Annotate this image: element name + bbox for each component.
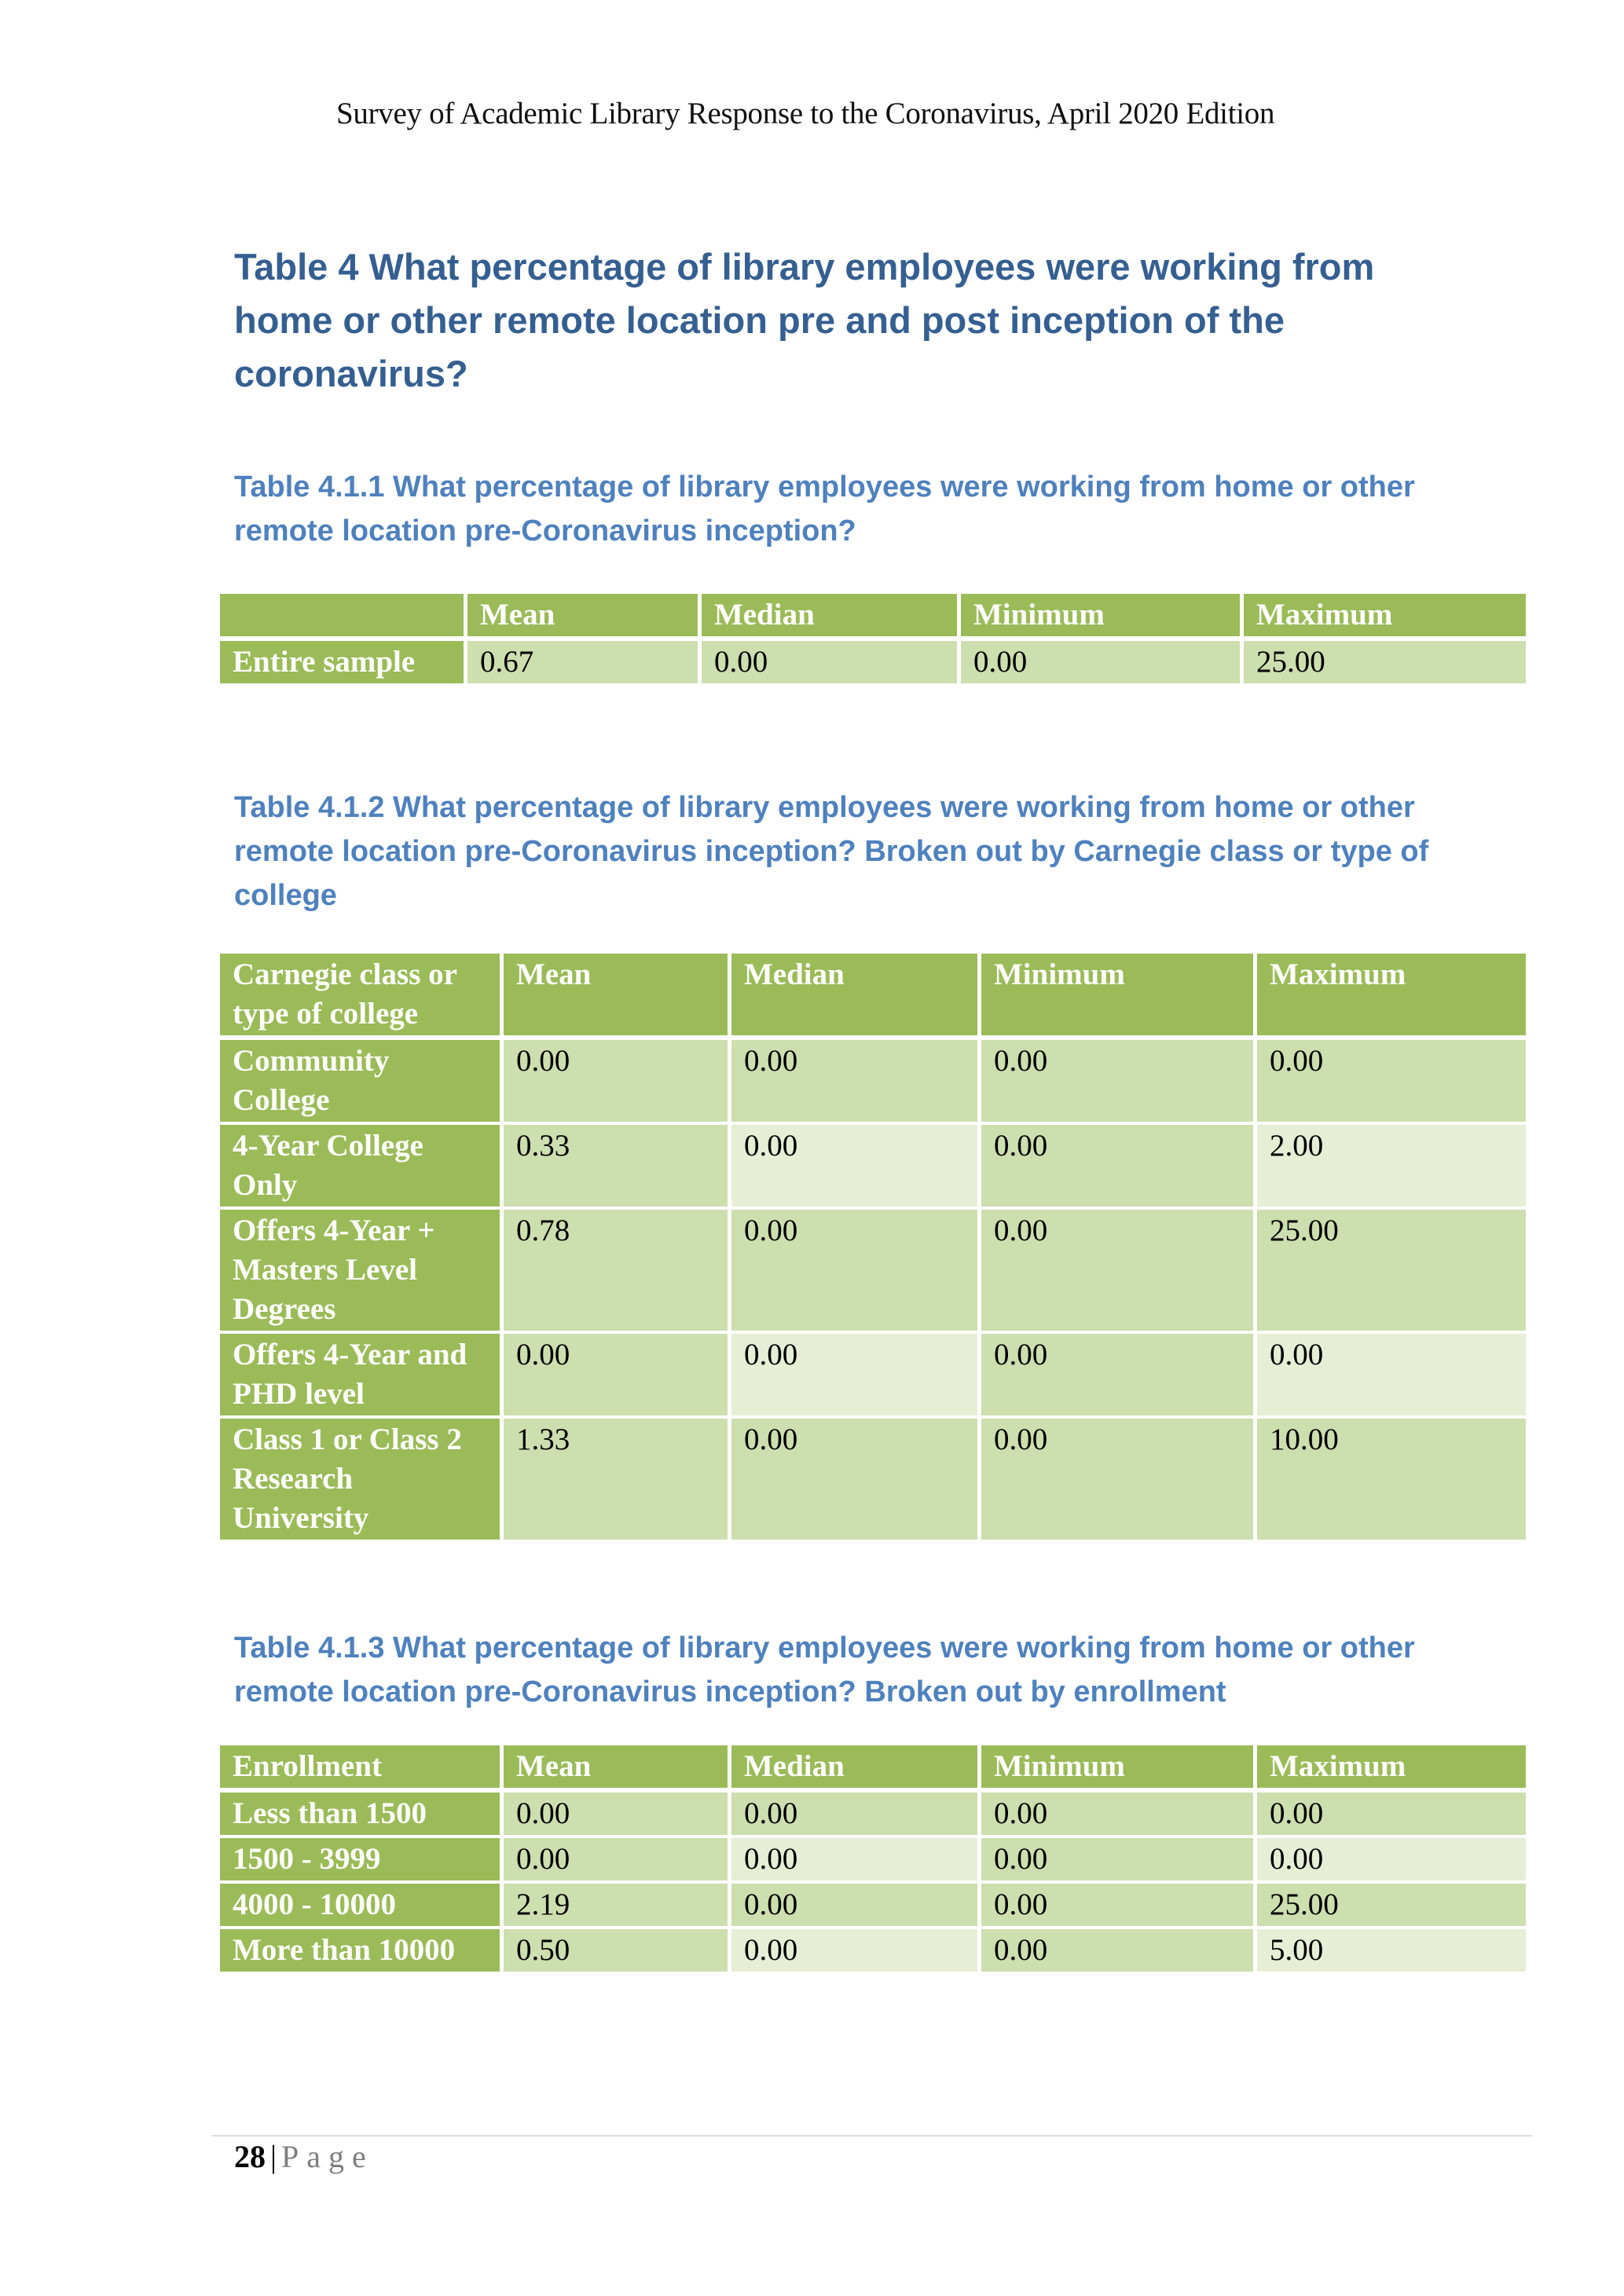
table-cell: 0.00 [731, 1792, 977, 1838]
table-cell: 0.00 [961, 641, 1240, 687]
row-label: More than 10000 [220, 1929, 500, 1975]
table-cell: 0.78 [504, 1210, 728, 1334]
table-row [220, 1040, 1526, 1125]
table-cell: 0.00 [981, 1838, 1253, 1884]
table-cell: 2.19 [504, 1884, 728, 1929]
column-header: Minimum [961, 594, 1240, 641]
table-cell: 0.00 [731, 1040, 977, 1125]
table-cell: 0.00 [504, 1040, 728, 1125]
table-cell: 2.00 [1257, 1125, 1526, 1210]
table-cell: 0.00 [981, 1929, 1253, 1975]
table-row [220, 1884, 1526, 1929]
column-header: Mean [467, 594, 698, 641]
table-cell: 0.50 [504, 1929, 728, 1975]
table-cell: 0.00 [1257, 1792, 1526, 1838]
table-row [220, 641, 1526, 687]
table-cell: 0.00 [981, 1884, 1253, 1929]
table-4-1-1 [216, 594, 1530, 687]
column-header: Mean [504, 954, 728, 1040]
column-header: Median [731, 1745, 977, 1792]
table-cell: 0.00 [981, 1419, 1253, 1543]
table-cell: 0.00 [702, 641, 957, 687]
row-label: Entire sample [220, 641, 464, 687]
table-cell: 0.00 [504, 1792, 728, 1838]
page-number: 28 [234, 2139, 266, 2174]
row-label: Class 1 or Class 2 Research University [220, 1419, 500, 1543]
table-4-1-1-title: Table 4.1.1 What percentage of library employees were working from home or other remote location pre-Coronavirus inception? [234, 471, 1415, 547]
table-4-1-2 [216, 954, 1530, 1543]
row-label: Offers 4-Year + Masters Level Degrees [220, 1210, 500, 1334]
table-cell: 0.00 [731, 1210, 977, 1334]
table-cell: 0.00 [1257, 1838, 1526, 1884]
column-header: Minimum [981, 1745, 1253, 1792]
row-label: 4-Year College Only [220, 1125, 500, 1210]
table-cell: 0.33 [504, 1125, 728, 1210]
table-cell: 0.00 [731, 1929, 977, 1975]
table-cell: 0.00 [981, 1210, 1253, 1334]
table-row [220, 1792, 1526, 1838]
table-cell: 0.00 [981, 1792, 1253, 1838]
table-cell: 0.00 [981, 1125, 1253, 1210]
column-header: Maximum [1257, 954, 1526, 1040]
footer-separator: | [270, 2139, 277, 2174]
footer-divider [212, 2135, 1532, 2137]
table-cell: 0.00 [504, 1838, 728, 1884]
table-cell: 0.00 [1257, 1334, 1526, 1419]
table-cell: 1.33 [504, 1419, 728, 1543]
column-header: Minimum [981, 954, 1253, 1040]
table-cell: 5.00 [1257, 1929, 1526, 1975]
table-cell: 0.00 [731, 1884, 977, 1929]
table-row [220, 1929, 1526, 1975]
table-cell: 0.00 [731, 1334, 977, 1419]
column-header: Carnegie class or type of college [220, 954, 500, 1040]
row-label: Offers 4-Year and PHD level [220, 1334, 500, 1419]
table-cell: 0.00 [731, 1838, 977, 1884]
table-cell: 0.00 [981, 1040, 1253, 1125]
table-cell: 25.00 [1257, 1884, 1526, 1929]
table-cell: 0.00 [1257, 1040, 1526, 1125]
column-header: Mean [504, 1745, 728, 1792]
row-label: Less than 1500 [220, 1792, 500, 1838]
running-header: Survey of Academic Library Response to the Coronavirus, April 2020 Edition [336, 97, 1275, 130]
table-row [220, 1419, 1526, 1543]
column-header: Median [731, 954, 977, 1040]
table-cell: 10.00 [1257, 1419, 1526, 1543]
table-cell: 25.00 [1244, 641, 1526, 687]
column-header [220, 594, 464, 641]
table-4-1-3-title: Table 4.1.3 What percentage of library employees were working from home or other remote location pre-Coronavirus inception? Broken out by enrollment [234, 1631, 1415, 1708]
table-cell: 0.00 [731, 1419, 977, 1543]
header-row [220, 1745, 1526, 1792]
column-header: Maximum [1257, 1745, 1526, 1792]
table-cell: 0.00 [981, 1334, 1253, 1419]
page-footer [234, 2138, 374, 2175]
header-row [220, 594, 1526, 641]
table-row [220, 1125, 1526, 1210]
table-row [220, 1334, 1526, 1419]
column-header: Maximum [1244, 594, 1526, 641]
page-label: Page [281, 2139, 374, 2174]
table-4-1-2-title: Table 4.1.2 What percentage of library employees were working from home or other remote location pre-Coronavirus inception? Broken out by Carnegie class or type of college [234, 791, 1429, 912]
column-header: Median [702, 594, 957, 641]
table-row [220, 1210, 1526, 1334]
row-label: 4000 - 10000 [220, 1884, 500, 1929]
row-label: Community College [220, 1040, 500, 1125]
table-cell: 0.00 [731, 1125, 977, 1210]
table-cell: 0.67 [467, 641, 698, 687]
table-cell: 25.00 [1257, 1210, 1526, 1334]
row-label: 1500 - 3999 [220, 1838, 500, 1884]
table-row [220, 1838, 1526, 1884]
column-header: Enrollment [220, 1745, 500, 1792]
header-row [220, 954, 1526, 1040]
main-heading: Table 4 What percentage of library employees were working from home or other remote location pre and post inception of the coronavirus? [234, 246, 1375, 394]
table-4-1-3 [216, 1745, 1530, 1975]
table-cell: 0.00 [504, 1334, 728, 1419]
